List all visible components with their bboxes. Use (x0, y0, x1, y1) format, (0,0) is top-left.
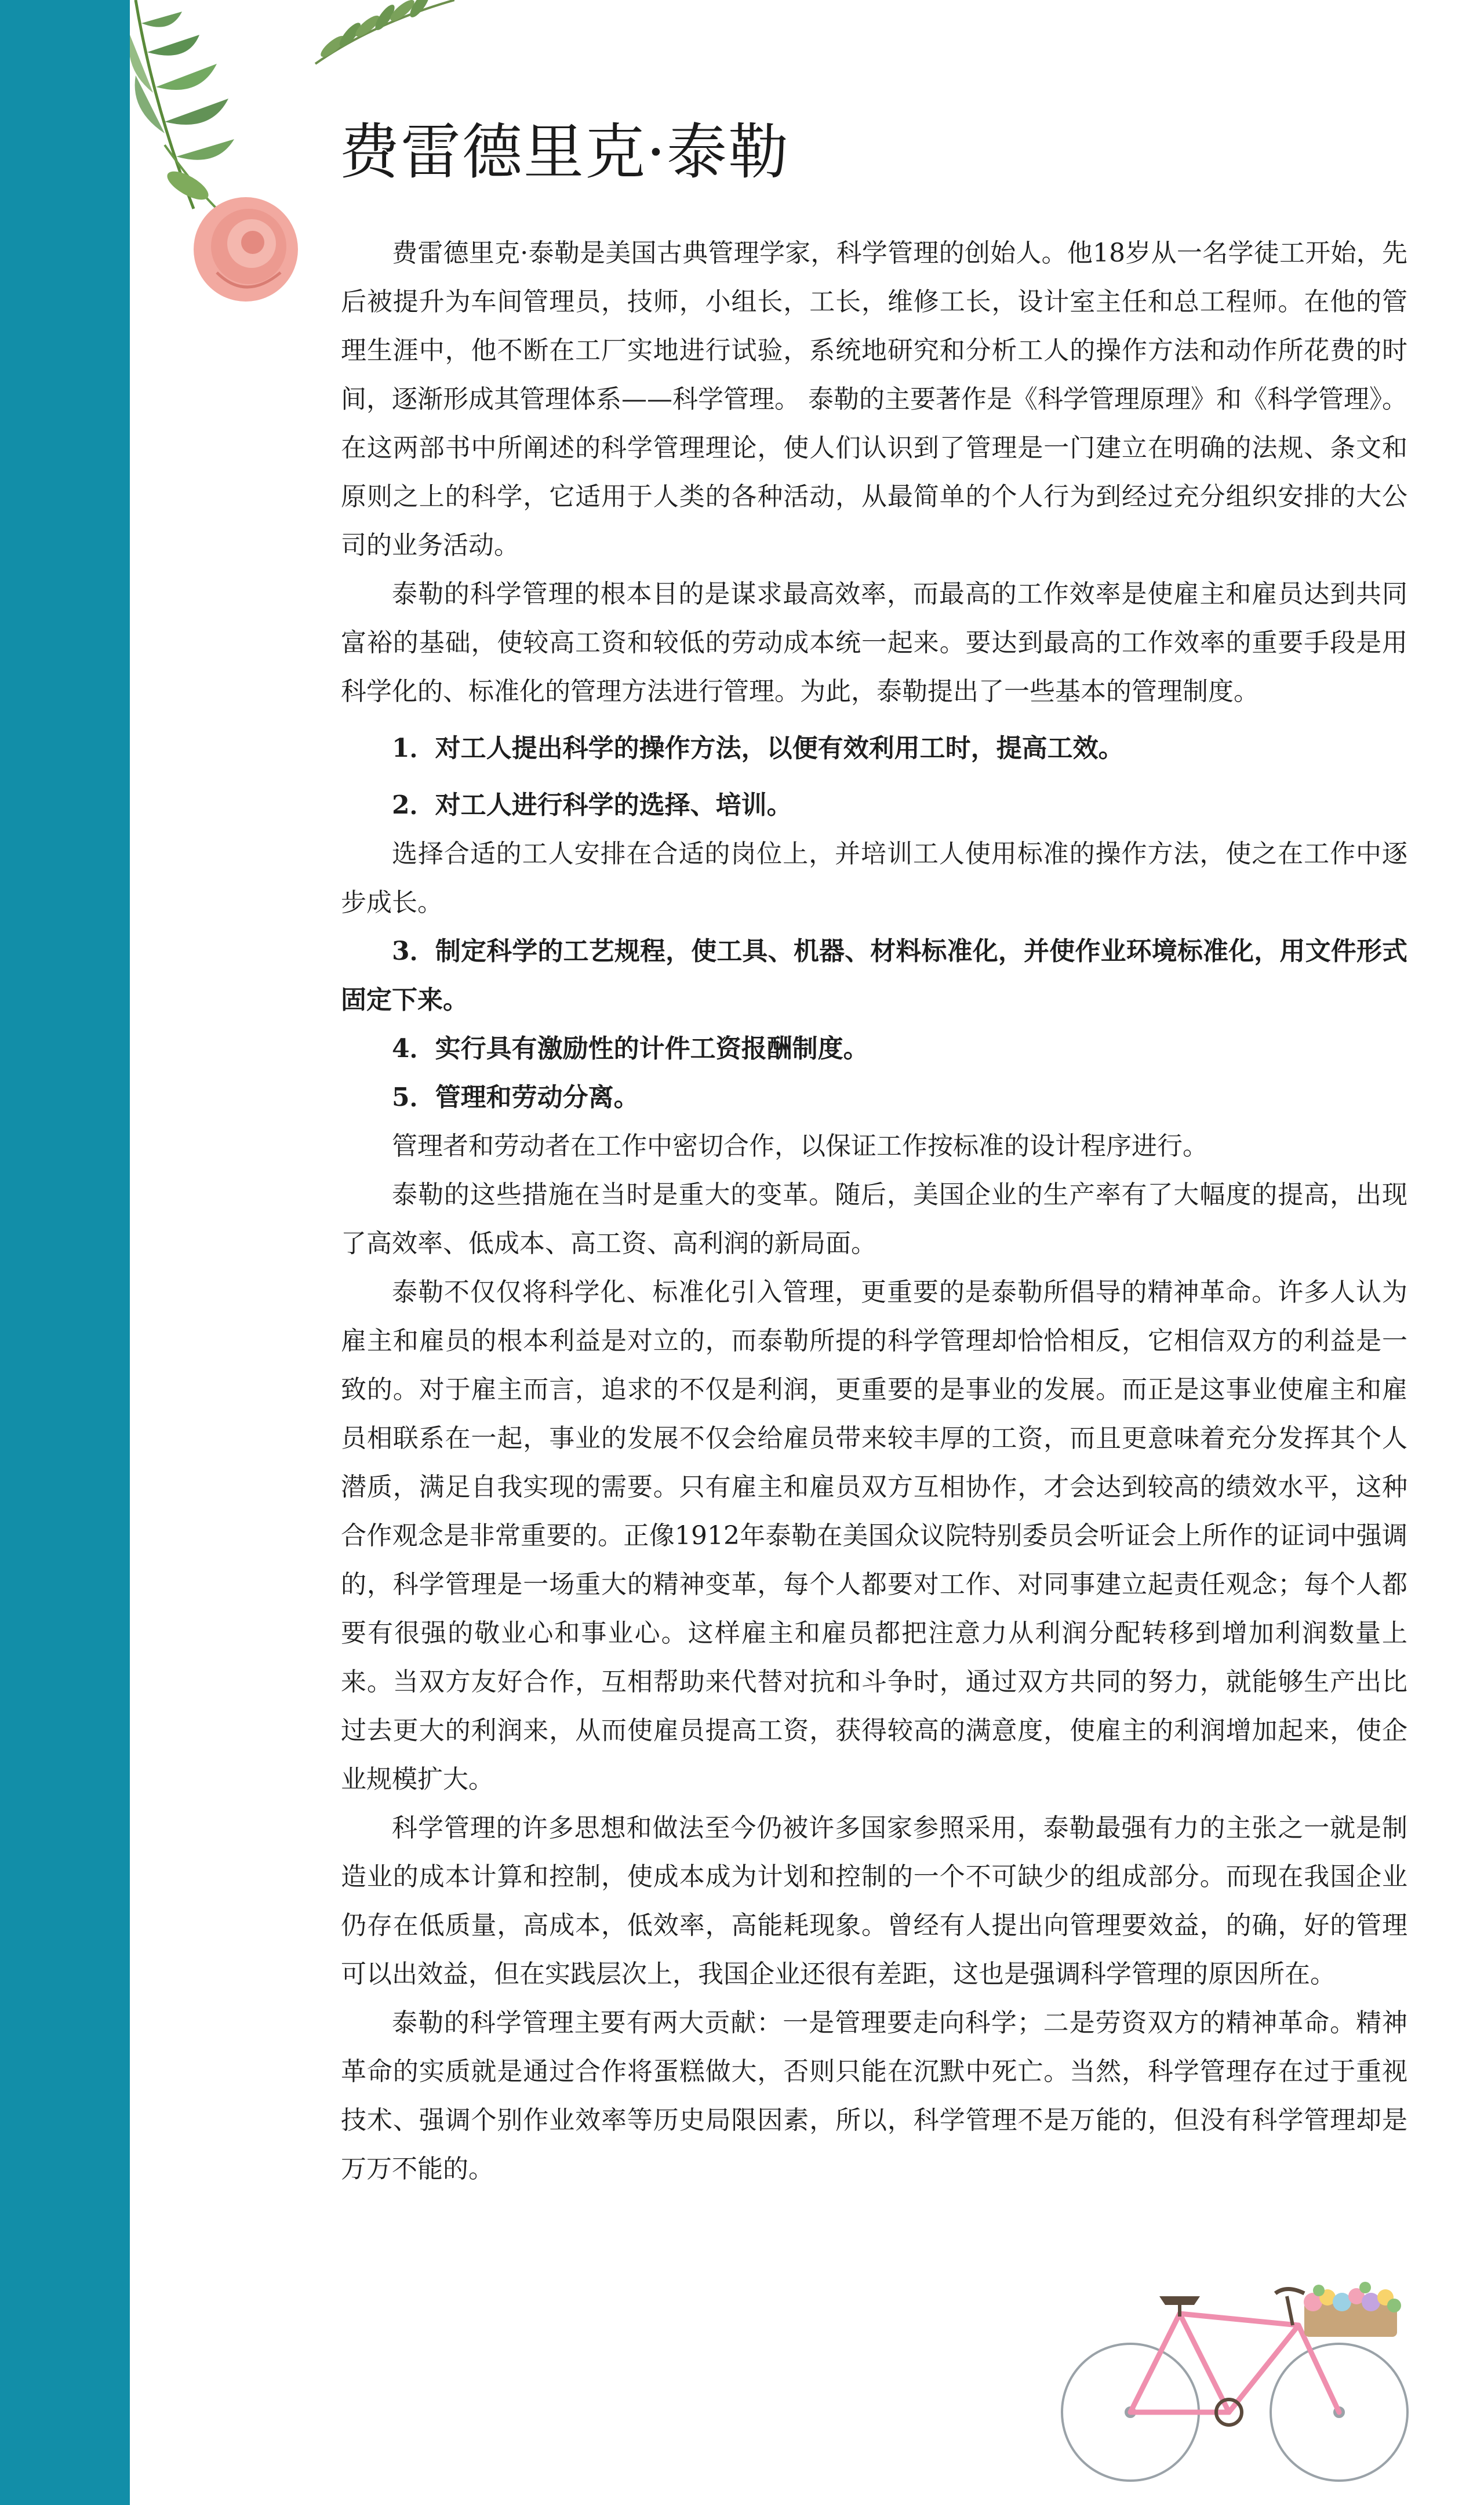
rose-illustration (163, 145, 298, 302)
list-item-2: 2．对工人进行科学的选择、培训。 (392, 790, 792, 820)
paragraph-cooperation: 管理者和劳动者在工作中密切合作，以保证工作按标准的设计程序进行。 (392, 1131, 1208, 1161)
bicycle-with-flowers-illustration (1055, 2261, 1414, 2493)
flower-basket (1304, 2282, 1401, 2337)
paragraph-application: 科学管理的许多思想和做法至今仍被许多国家参照采用，泰勒最强有力的主张之一就是制造业的成本计算和控制，使成本成为计划和控制的一个不可缺少的组成部分。而现在我国企业仍存在低质量，高成本，低效率，高能耗现象。曾经有人提出向管理要效益，的确，好的管理可以出效益，但在实践层次上，我国企业还很有差距，这也是强调科学管理的原因所在。 (341, 1813, 1407, 1989)
left-color-band (0, 0, 130, 2505)
paragraph-intro: 费雷德里克·泰勒是美国古典管理学家，科学管理的创始人。他18岁从一名学徒工开始，先后被提升为车间管理员，技师，小组长，工长，维修工长，设计室主任和总工程师。在他的管理生涯中，他不断在工厂实地进行试验，系统地研究和分析工人的操作方法和动作所花费的时间，逐渐形成其管理体系——科学管理。 泰勒的主要著作是《科学管理原理》和《科学管理》。在这两部书中所阐述的科学管理理论，使人们认识到了管理是一门建立在明确的法规、条文和原则之上的科学，它适用于人类的各种活动，从最简单的个人行为到经过充分组织安排的大公司的业务活动。 (341, 238, 1407, 560)
bicycle-wheels (1062, 2344, 1407, 2481)
page-title: 费雷德里克·泰勒 (339, 117, 790, 187)
paragraph-purpose: 泰勒的科学管理的根本目的是谋求最高效率，而最高的工作效率是使雇主和雇员达到共同富裕的基础，使较高工资和较低的劳动成本统一起来。要达到最高的工作效率的重要手段是用科学化的、标准化的管理方法进行管理。为此，泰勒提出了一些基本的管理制度。 (341, 579, 1407, 706)
list-item-1: 1．对工人提出科学的操作方法，以便有效利用工时，提高工效。 (392, 734, 1124, 763)
paragraph-contribution: 泰勒的科学管理主要有两大贡献：一是管理要走向科学；二是劳资双方的精神革命。精神革命的实质就是通过合作将蛋糕做大，否则只能在沉默中死亡。当然，科学管理存在过于重视技术、强调个别作业效率等历史局限因素，所以，科学管理不是万能的，但没有科学管理却是万万不能的。 (341, 2008, 1407, 2184)
article-body (341, 229, 1407, 2194)
list-item-4: 4．实行具有激励性的计件工资报酬制度。 (392, 1034, 869, 1063)
list-item-3: 3．制定科学的工艺规程，使工具、机器、材料标准化，并使作业环境标准化，用文件形式固定下来。 (341, 936, 1407, 1015)
fern-branch-illustration (315, 0, 454, 64)
paragraph-reform: 泰勒的这些措施在当时是重大的变革。随后，美国企业的生产率有了大幅度的提高，出现了高效率、低成本、高工资、高利润的新局面。 (341, 1180, 1407, 1258)
paragraph-selection: 选择合适的工人安排在合适的岗位上，并培训工人使用标准的操作方法，使之在工作中逐步成长。 (341, 839, 1407, 917)
list-item-5: 5．管理和劳动分离。 (392, 1083, 639, 1112)
paragraph-spirit: 泰勒不仅仅将科学化、标准化引入管理，更重要的是泰勒所倡导的精神革命。许多人认为雇主和雇员的根本利益是对立的，而泰勒所提的科学管理却恰恰相反，它相信双方的利益是一致的。对于雇主而言，追求的不仅是利润，更重要的是事业的发展。而正是这事业使雇主和雇员相联系在一起，事业的发展不仅会给雇员带来较丰厚的工资，而且更意味着充分发挥其个人潜质，满足自我实现的需要。只有雇主和雇员双方互相协作，才会达到较高的绩效水平，这种合作观念是非常重要的。正像1912年泰勒在美国众议院特别委员会听证会上所作的证词中强调的，科学管理是一场重大的精神变革，每个人都要对工作、对同事建立起责任观念；每个人都要有很强的敬业心和事业心。这样雇主和雇员都把注意力从利润分配转移到增加利润数量上来。当双方友好合作，互相帮助来代替对抗和斗争时，通过双方共同的努力，就能够生产出比过去更大的利润来，从而使雇员提高工资，获得较高的满意度，使雇主的利润增加起来，使企业规模扩大。 (341, 1277, 1407, 1794)
